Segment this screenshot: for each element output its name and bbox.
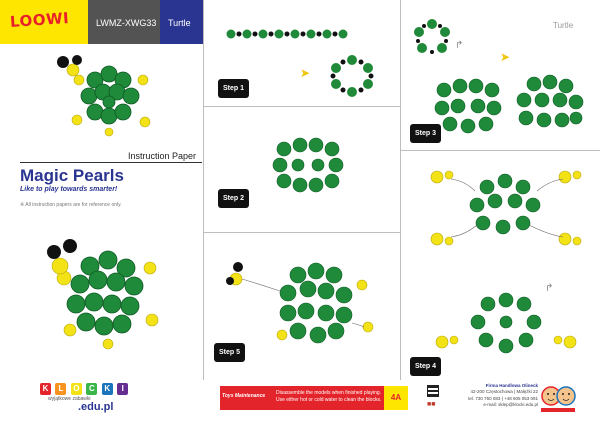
contact-address: 42-200 Częstochowa | Malężki 22 [470, 389, 538, 395]
step2-illustration [270, 135, 346, 197]
column-divider-2 [400, 0, 401, 380]
step2-label: Step 2 [218, 189, 249, 208]
step1-bead-strand [225, 26, 355, 42]
step3-curve-arrow-icon: ↱ [455, 40, 464, 51]
turtle-head-beads [57, 55, 82, 76]
klocki-letter: K [102, 383, 113, 395]
page-subtitle: Like to play towards smarter! [20, 186, 118, 193]
toys-maintenance-label: Toys Maintenance [222, 393, 266, 399]
social-icons: ■■ [427, 401, 436, 408]
turtle-shell-beads [81, 66, 139, 124]
step3-small-ring [412, 18, 452, 58]
klocki-letter: L [55, 383, 66, 395]
klocki-letter: C [86, 383, 97, 395]
disclaimer-note: ※ All instruction papers are for reference only. [20, 202, 122, 208]
step1-bead-ring [328, 54, 376, 98]
step3-arrow-icon: ➤ [500, 50, 511, 64]
klocki-letter: K [40, 383, 51, 395]
row-divider-1 [203, 106, 400, 107]
contact-email: e-mail: sklep@klocki.edu.pl [483, 401, 538, 407]
page-number: 4A [384, 386, 408, 410]
turtle-hero-illustration [55, 50, 165, 142]
model-code: LWMZ-XWG33 [96, 18, 157, 28]
toys-maintenance-text: Disassemble the models when finished playing. Use either hot or cold water to clean the blocks. [276, 390, 382, 403]
step1-arrow-icon: ➤ [300, 66, 311, 80]
klocki-logo [40, 378, 128, 396]
step4-top-illustration [425, 165, 595, 253]
step4-bottom-illustration [430, 290, 590, 362]
turtle-finished-illustration [30, 232, 170, 360]
row-divider-2 [203, 232, 400, 233]
step5-illustration [222, 245, 392, 360]
kids-mascot-icon [537, 384, 579, 414]
contact-block [448, 383, 538, 408]
column-divider-1 [203, 0, 204, 380]
step3-dome-left [432, 74, 506, 134]
model-name-box [160, 0, 204, 44]
brand-logo: LOOWI [9, 8, 70, 32]
page-label: Turtle [553, 21, 574, 30]
finished-head-beads [47, 239, 77, 274]
step4-label: Step 4 [410, 357, 441, 376]
row-divider-3 [400, 150, 600, 151]
instruction-paper-label: Instruction Paper [128, 151, 197, 161]
klocki-letter: O [71, 383, 82, 395]
step3-dome-right [514, 74, 584, 134]
model-code-box [88, 0, 160, 44]
qr-code-icon [427, 385, 439, 397]
finished-shell-beads [67, 251, 143, 335]
model-name: Turtle [168, 18, 191, 28]
step5-label: Step 5 [214, 343, 245, 362]
klocki-tagline: wyjątkowe zabawki [48, 396, 91, 402]
step1-label: Step 1 [218, 79, 249, 98]
brand-logo-box [0, 0, 88, 44]
page-title: Magic Pearls [20, 166, 124, 185]
klocki-letter: I [117, 383, 128, 395]
step4-curve-arrow-icon: ↱ [545, 283, 554, 294]
title-rule [20, 162, 202, 163]
step3-label: Step 3 [410, 124, 441, 143]
contact-company: Firma Handlowa Olineck [485, 383, 538, 388]
contact-phone: tel. 730 750 083 | +48 605 053 091 [468, 395, 538, 401]
klocki-domain: .edu.pl [78, 401, 114, 413]
